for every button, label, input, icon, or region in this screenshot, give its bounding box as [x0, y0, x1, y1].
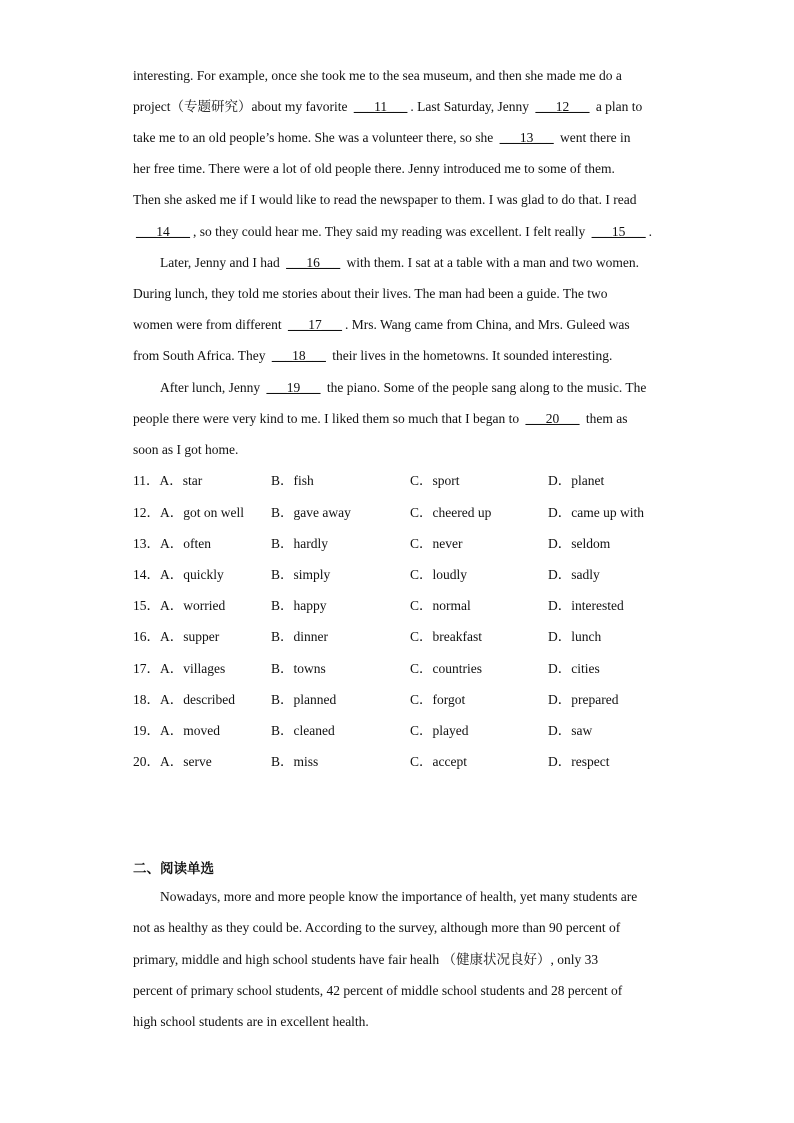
option-13-b[interactable]: B．hardly: [271, 536, 328, 551]
passage-line-4: her free time. There were a lot of old people there. Jenny introduced me to some of them.: [133, 161, 615, 176]
option-17-a[interactable]: 17．A．villages: [133, 661, 226, 676]
option-18-b[interactable]: B．planned: [271, 692, 337, 707]
reading-line-5: high school students are in excellent health.: [133, 1014, 369, 1029]
blank-12: ___12___: [535, 99, 590, 114]
passage-line-5: Then she asked me if I would like to read the newspaper to them. I was glad to do that. I read: [133, 192, 637, 207]
blank-18: ___18___: [271, 348, 326, 363]
option-12-d[interactable]: D．came up with: [548, 505, 644, 520]
option-20-c[interactable]: C．accept: [410, 754, 467, 769]
option-11-a[interactable]: 11．A．star: [133, 473, 203, 488]
passage-line-9: women were from different ___17___ . Mrs. Wang came from China, and Mrs. Guleed was: [133, 317, 630, 332]
option-17-d[interactable]: D．cities: [548, 661, 600, 676]
option-12-b[interactable]: B．gave away: [271, 505, 351, 520]
blank-17: ___17___: [287, 317, 342, 332]
passage-line-13: soon as I got home.: [133, 442, 239, 457]
option-11-d[interactable]: D．planet: [548, 473, 605, 488]
option-19-d[interactable]: D．saw: [548, 723, 593, 738]
section-heading: 二、阅读单选: [133, 861, 214, 877]
blank-16: ___16___: [286, 255, 341, 270]
option-14-b[interactable]: B．simply: [271, 567, 331, 582]
option-18-d[interactable]: D．prepared: [548, 692, 619, 707]
option-11-c[interactable]: C．sport: [410, 473, 460, 488]
passage-line-10: from South Africa. They ___18___ their lives in the hometowns. It sounded interesting.: [133, 348, 613, 363]
option-20-d[interactable]: D．respect: [548, 754, 610, 769]
option-18-c[interactable]: C．forgot: [410, 692, 466, 707]
option-16-a[interactable]: 16．A．supper: [133, 629, 220, 644]
reading-line-2: not as healthy as they could be. According to the survey, although more than 90 percent of: [133, 920, 621, 935]
option-15-b[interactable]: B．happy: [271, 598, 327, 613]
option-20-b[interactable]: B．miss: [271, 754, 319, 769]
option-14-c[interactable]: C．loudly: [410, 567, 468, 582]
blank-15: ___15___: [591, 224, 646, 239]
option-20-a[interactable]: 20．A．serve: [133, 754, 212, 769]
passage-line-6: ___14___ , so they could hear me. They said my reading was excellent. I felt really ___15___ .: [133, 223, 652, 241]
passage-line-7: Later, Jenny and I had ___16___ with them. I sat at a table with a man and two women.: [160, 255, 639, 270]
blank-20: ___20___: [525, 411, 580, 426]
reading-line-1: Nowadays, more and more people know the importance of health, yet many students are: [160, 889, 638, 904]
option-19-b[interactable]: B．cleaned: [271, 723, 335, 738]
blank-14: ___14___: [136, 224, 190, 239]
blank-19: ___19___: [266, 380, 321, 395]
option-15-d[interactable]: D．interested: [548, 598, 624, 613]
reading-line-4: percent of primary school students, 42 percent of middle school students and 28 percent of: [133, 983, 623, 998]
option-17-b[interactable]: B．towns: [271, 661, 326, 676]
option-14-d[interactable]: D．sadly: [548, 567, 600, 582]
passage-line-11: After lunch, Jenny ___19___ the piano. Some of the people sang along to the music. The: [160, 380, 647, 395]
option-15-a[interactable]: 15．A．worried: [133, 598, 226, 613]
passage-line-3: take me to an old people’s home. She was a volunteer there, so she ___13___ went there in: [133, 130, 631, 145]
option-13-d[interactable]: D．seldom: [548, 536, 611, 551]
passage-line-12: people there were very kind to me. I liked them so much that I began to ___20___ them as: [133, 411, 628, 426]
passage-line-1: interesting. For example, once she took me to the sea museum, and then she made me do a: [133, 68, 622, 83]
blank-13: ___13___: [499, 130, 554, 145]
option-19-c[interactable]: C．played: [410, 723, 469, 738]
option-19-a[interactable]: 19．A．moved: [133, 723, 220, 738]
option-16-c[interactable]: C．breakfast: [410, 629, 482, 644]
option-15-c[interactable]: C．normal: [410, 598, 471, 613]
reading-line-3: primary, middle and high school students have fair healh （健康状况良好）, only 33: [133, 952, 599, 967]
option-17-c[interactable]: C．countries: [410, 661, 482, 676]
blank-11: ___11___: [353, 99, 408, 114]
option-12-c[interactable]: C．cheered up: [410, 505, 492, 520]
option-14-a[interactable]: 14．A．quickly: [133, 567, 224, 582]
option-16-d[interactable]: D．lunch: [548, 629, 602, 644]
option-16-b[interactable]: B．dinner: [271, 629, 328, 644]
option-12-a[interactable]: 12．A．got on well: [133, 505, 244, 520]
option-18-a[interactable]: 18．A．described: [133, 692, 235, 707]
passage-line-8: During lunch, they told me stories about their lives. The man had been a guide. The two: [133, 286, 608, 301]
option-11-b[interactable]: B．fish: [271, 473, 314, 488]
option-13-a[interactable]: 13．A．often: [133, 536, 211, 551]
passage-line-2: project（专题研究）about my favorite ___11___ . Last Saturday, Jenny ___12___ a plan to: [133, 99, 643, 114]
option-13-c[interactable]: C．never: [410, 536, 463, 551]
